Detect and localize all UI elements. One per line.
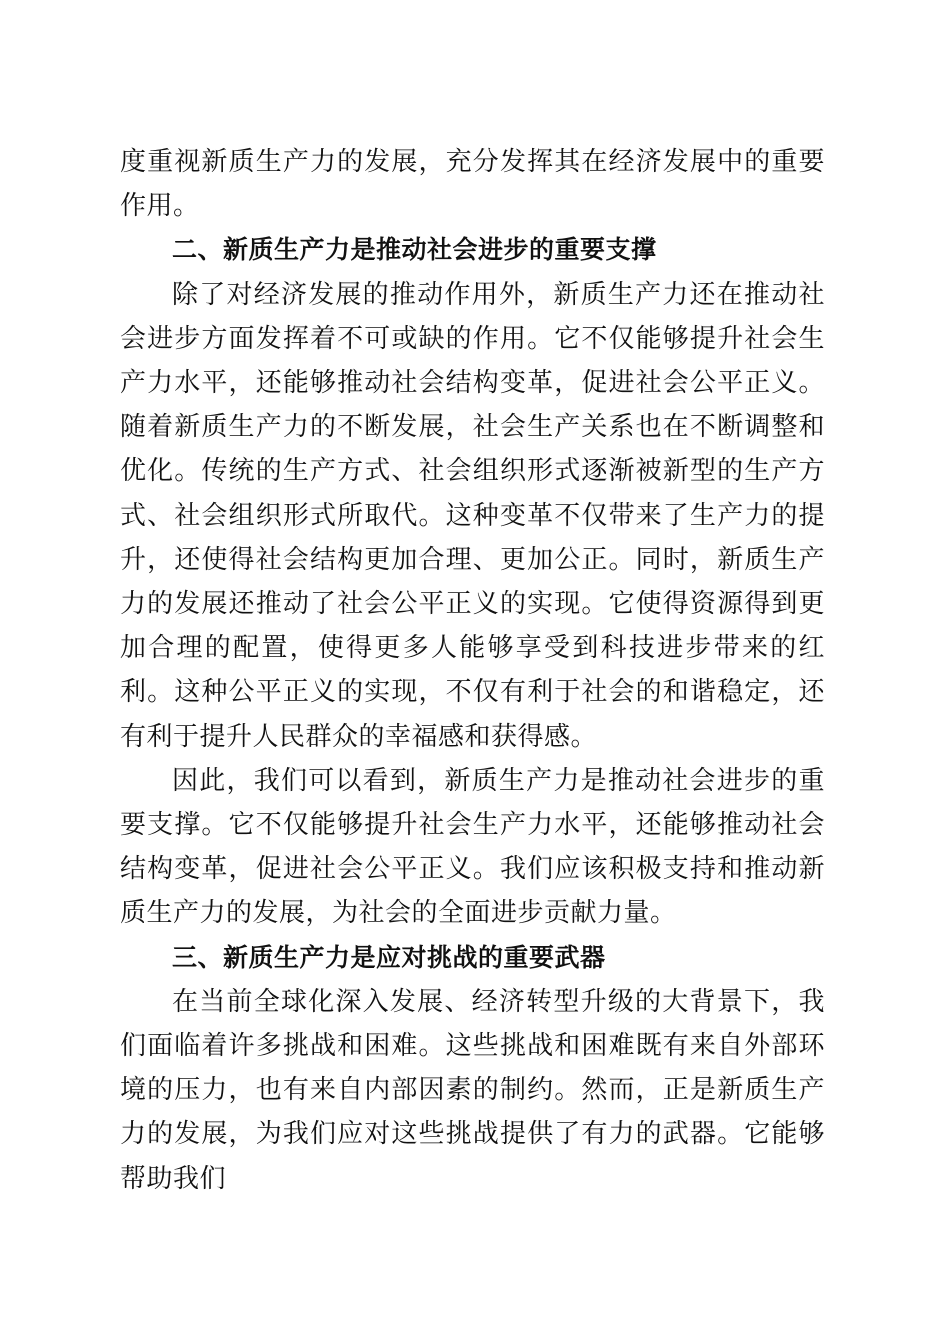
body-paragraph: 除了对经济发展的推动作用外，新质生产力还在推动社会进步方面发挥着不可或缺的作用。它不仅能够提升社会生产力水平，还能够推动社会结构变革，促进社会公平正义。随着新质生产力的不断发展，社会生产关系也在不断调整和优化。传统的生产方式、社会组织形式逐渐被新型的生产方式、社会组织形式所取代。这种变革不仅带来了生产力的提升，还使得社会结构更加合理、更加公正。同时，新质生产力的发展还推动了社会公平正义的实现。它使得资源得到更加合理的配置，使得更多人能够享受到科技进步带来的红利。这种公平正义的实现，不仅有利于社会的和谐稳定，还有利于提升人民群众的幸福感和获得感。 (120, 279, 825, 752)
section-heading-3: 三、新质生产力是应对挑战的重要武器 (172, 942, 606, 972)
section-heading-2: 二、新质生产力是推动社会进步的重要支撑 (172, 235, 657, 265)
body-paragraph: 因此，我们可以看到，新质生产力是推动社会进步的重要支撑。它不仅能够提升社会生产力水平，还能够推动社会结构变革，促进社会公平正义。我们应该积极支持和推动新质生产力的发展，为社会的全面进步贡献力量。 (120, 765, 825, 929)
body-paragraph: 在当前全球化深入发展、经济转型升级的大背景下，我们面临着许多挑战和困难。这些挑战和困难既有来自外部环境的压力，也有来自内部因素的制约。然而，正是新质生产力的发展，为我们应对这些挑战提供了有力的武器。它能够帮助我们 (120, 986, 825, 1194)
document-page (120, 140, 825, 1201)
continued-paragraph: 度重视新质生产力的发展，充分发挥其在经济发展中的重要作用。 (120, 147, 825, 222)
